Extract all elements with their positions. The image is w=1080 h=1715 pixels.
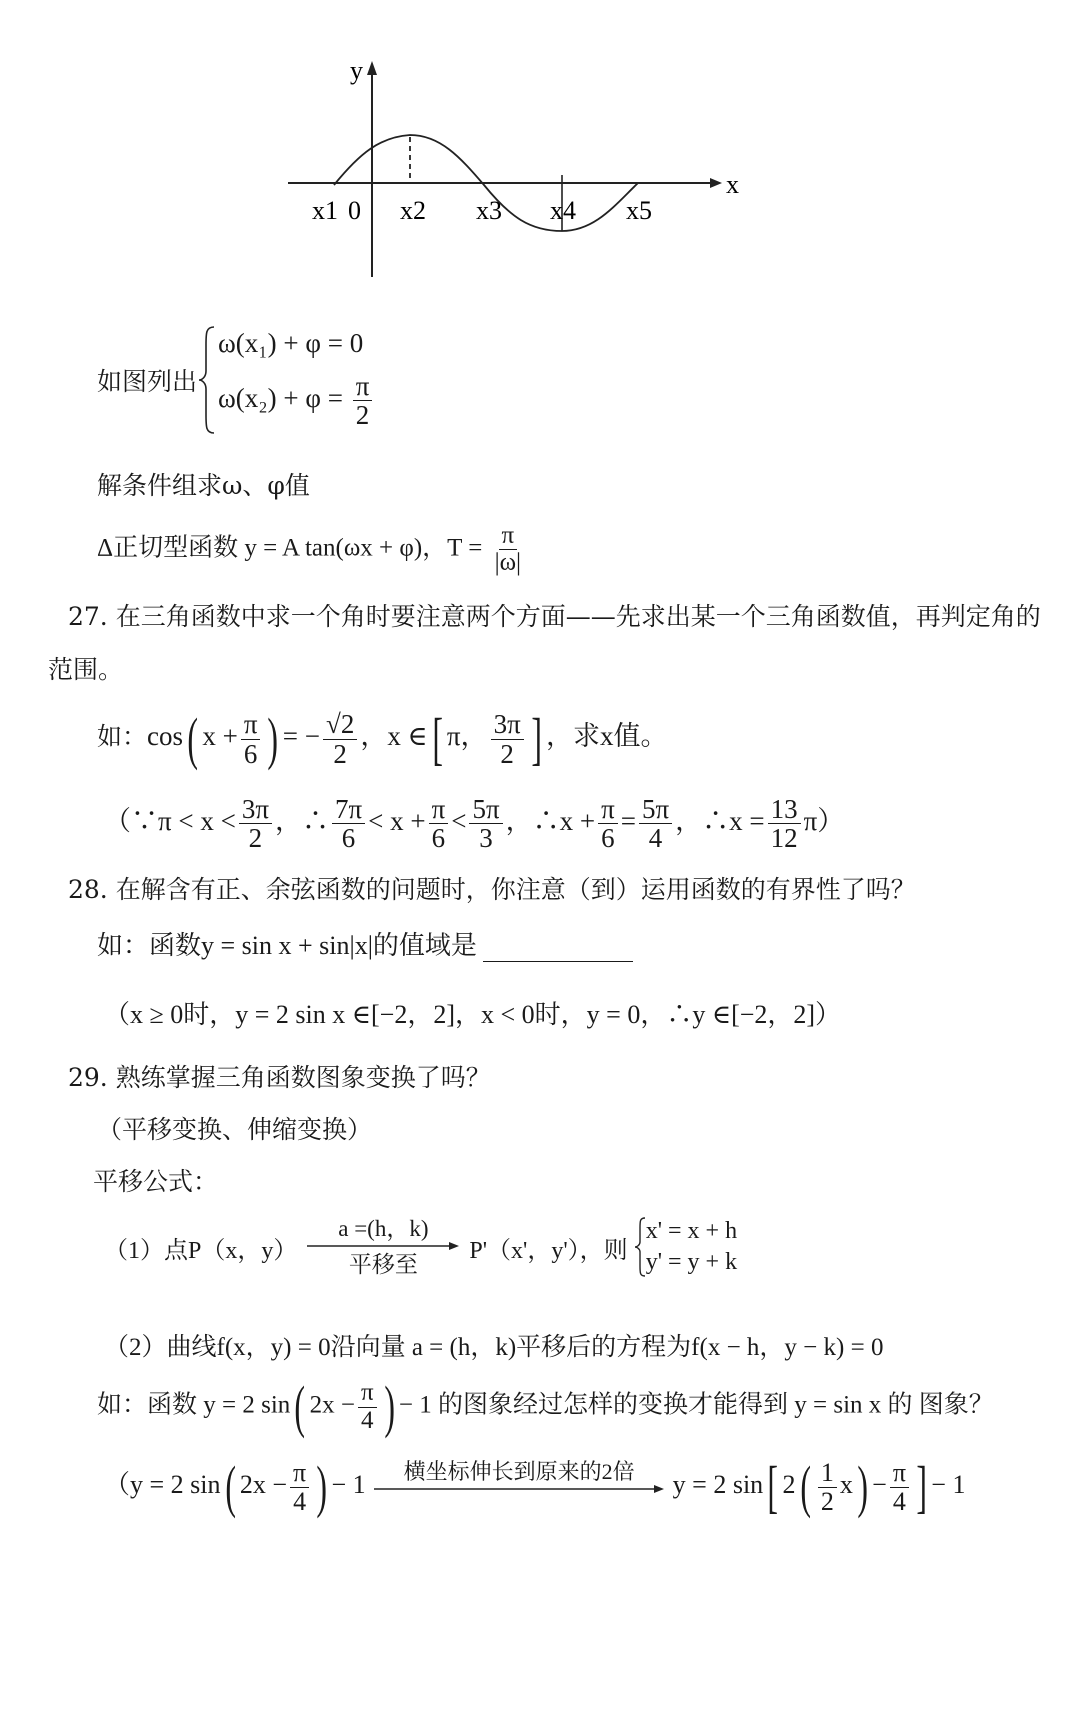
paren-close: ) xyxy=(316,1454,328,1519)
frac-num: π xyxy=(429,795,449,824)
frac xyxy=(429,795,449,853)
frac xyxy=(239,795,272,853)
arrow-top-label: a =(h，k) xyxy=(338,1216,429,1241)
arrow-line xyxy=(307,1241,459,1251)
frac-den: 2 xyxy=(333,738,347,769)
frac-num: 3π xyxy=(239,795,272,824)
label-x4: x4 xyxy=(550,196,576,225)
bracket-open: [ xyxy=(767,1454,779,1519)
frac-num: π xyxy=(598,795,618,824)
example28 xyxy=(97,925,633,962)
frac-den: 2 xyxy=(500,738,514,769)
ex27-ask: ，求x值。 xyxy=(546,721,668,752)
sine-graph xyxy=(280,55,740,285)
axis-label-x: x xyxy=(726,170,739,199)
sol27-ltx: < x + xyxy=(368,806,426,837)
ex27-pic: π， xyxy=(446,721,488,752)
frac-pi-4 xyxy=(890,1459,909,1515)
frac-num: π xyxy=(358,1380,377,1407)
frac-den: 6 xyxy=(341,823,356,854)
frac-pi-4 xyxy=(290,1459,309,1515)
frac-den: 2 xyxy=(820,1486,834,1516)
sol27-open: （∵π < x < xyxy=(104,806,236,837)
sol29-open: （y = 2 sin xyxy=(104,1469,221,1499)
sol29-minus: − xyxy=(872,1469,887,1499)
ex29-tail: − 1 的图象经过怎样的变换才能得到 y = sin x 的 图象？ xyxy=(398,1391,994,1419)
stretch-arrow-line xyxy=(374,1484,664,1494)
frac-num: 7π xyxy=(332,795,365,824)
p1-eq2: y' = y + k xyxy=(645,1249,738,1276)
sol27-lt: < xyxy=(451,806,467,837)
ex29-inner: 2x − xyxy=(309,1391,355,1419)
frac xyxy=(639,795,672,853)
sol29-minus1: − 1 xyxy=(331,1469,366,1499)
frac-num: π xyxy=(890,1459,909,1487)
sol27-t1: ，∴ xyxy=(274,806,329,837)
system-lead: 如图列出 xyxy=(97,367,198,396)
bracket-close: ] xyxy=(531,706,542,771)
sol27-eq: = xyxy=(620,806,636,837)
paren-open: ( xyxy=(224,1454,236,1519)
shift-formula: 平移公式： xyxy=(93,1167,219,1196)
frac-den: 4 xyxy=(293,1486,307,1516)
stretch-arrow-label: 横坐标伸长到原来的2倍 xyxy=(403,1458,635,1484)
frac-den: 3 xyxy=(479,823,493,854)
tan-period-frac xyxy=(492,523,524,577)
paren-close: ) xyxy=(267,706,279,771)
frac xyxy=(598,795,618,853)
solution28: （x ≥ 0时，y = 2 sin x ∈[−2，2]，x < 0时，y = 0，∴y ∈[−2，2]） xyxy=(104,1000,842,1029)
frac-num: π xyxy=(241,710,261,739)
sol29-x: x xyxy=(839,1469,853,1499)
example29 xyxy=(97,1374,994,1439)
frac-den: 2 xyxy=(248,823,263,854)
system-eq2 xyxy=(218,372,375,430)
axis-label-y: y xyxy=(350,56,363,85)
label-x1: x1 xyxy=(312,196,338,225)
frac-den: 2 xyxy=(355,400,370,431)
p1-lead: （1）点P（x，y） xyxy=(104,1237,298,1264)
fraction-pi-over-2 xyxy=(353,372,373,430)
frac-den: 4 xyxy=(361,1406,374,1434)
frac-num: π xyxy=(353,372,373,401)
frac-num: 5π xyxy=(469,795,502,824)
frac-num: 13 xyxy=(768,795,801,824)
solution27 xyxy=(104,795,844,853)
tan-text: Δ正切型函数 y = A tan(ωx + φ)，T = xyxy=(97,534,483,562)
answer-blank xyxy=(483,933,633,962)
frac-num: π xyxy=(290,1459,309,1487)
origin-label: 0 xyxy=(348,196,361,225)
p1-brace xyxy=(634,1216,646,1278)
frac-den: 12 xyxy=(770,823,798,854)
p1-system xyxy=(634,1216,737,1278)
frac-pi-4 xyxy=(358,1380,377,1434)
ex27-xin: ，x ∈ xyxy=(360,721,428,752)
item27-line1: 27. 在三角函数中求一个角时要注意两个方面——先求出某一个三角函数值，再判定角的 xyxy=(68,602,1041,631)
p1-eq1: x' = x + h xyxy=(645,1218,738,1245)
example27 xyxy=(97,706,668,771)
label-x5: x5 xyxy=(626,196,652,225)
paren-open: ( xyxy=(187,706,198,771)
sol29-tail: − 1 xyxy=(931,1469,966,1499)
frac xyxy=(332,795,365,853)
paren-open: ( xyxy=(294,1374,306,1439)
frac-den: 6 xyxy=(243,738,258,769)
item29-sub: （平移变换、伸缩变换） xyxy=(97,1115,373,1144)
x-axis-arrow xyxy=(710,178,722,188)
sol29-inner: 2x − xyxy=(239,1469,288,1499)
frac-num: π xyxy=(499,523,518,550)
item28: 28. 在解含有正、余弦函数的问题时，你注意（到）运用函数的有界性了吗？ xyxy=(68,875,916,904)
paren-close: ) xyxy=(857,1454,868,1519)
y-axis-arrow xyxy=(367,61,377,75)
frac-den: |ω| xyxy=(494,549,522,577)
system-brace xyxy=(198,325,216,439)
label-x3: x3 xyxy=(476,196,502,225)
bracket-close: ] xyxy=(916,1454,927,1519)
frac-num: 1 xyxy=(818,1459,837,1487)
ex28-text: 如：函数y = sin x + sin|x|的值域是 xyxy=(97,931,477,960)
ex27-prefix: 如： xyxy=(97,724,148,752)
point-translation xyxy=(104,1216,737,1279)
stretch-arrow xyxy=(374,1460,664,1514)
item27-line2: 范围。 xyxy=(48,655,124,684)
system-eq2-left: ω(x₂) + φ = xyxy=(218,383,343,414)
sol27-t2: ，∴x + xyxy=(505,806,596,837)
frac-num: √2 xyxy=(323,710,357,739)
frac-3pi-2 xyxy=(491,710,524,768)
frac-den: 4 xyxy=(648,823,663,854)
paren-open: ( xyxy=(799,1454,811,1519)
arrow-bottom-label: 平移至 xyxy=(348,1252,418,1278)
frac-pi-6 xyxy=(241,710,261,768)
frac xyxy=(768,795,801,853)
frac xyxy=(469,795,502,853)
sol29-result: y = 2 sin xyxy=(672,1469,764,1499)
ex29-lead: 如：函数 y = 2 sin xyxy=(97,1391,291,1419)
translation-arrow xyxy=(307,1216,459,1279)
sol27-close: π） xyxy=(803,806,845,837)
bracket-open: [ xyxy=(431,706,443,771)
frac-num: 5π xyxy=(639,795,672,824)
tan-line xyxy=(97,523,527,577)
ex27-eq: = − xyxy=(282,721,321,752)
solve-line: 解条件组求ω、φ值 xyxy=(97,471,310,500)
p1-result: P'（x'，y'），则 xyxy=(469,1237,628,1264)
item29: 29. 熟练掌握三角函数图象变换了吗？ xyxy=(68,1063,491,1092)
frac-den: 4 xyxy=(892,1486,906,1516)
frac-num: 3π xyxy=(491,710,524,739)
solution29 xyxy=(104,1454,966,1519)
frac-1-2 xyxy=(818,1459,837,1515)
curve-translation: （2）曲线f(x，y) = 0沿向量 a = (h，k)平移后的方程为f(x − h，y − k) = 0 xyxy=(104,1334,884,1361)
paren-close: ) xyxy=(383,1374,395,1439)
ex27-xplus: x + xyxy=(202,721,238,752)
sol27-t3: ，∴x = xyxy=(675,806,765,837)
ex27-cos: cos xyxy=(147,721,184,752)
label-x2: x2 xyxy=(400,196,426,225)
frac-den: 6 xyxy=(601,823,615,854)
system-eq1: ω(x₁) + φ = 0 xyxy=(218,328,364,358)
sol29-two: 2 xyxy=(782,1469,796,1499)
frac-den: 6 xyxy=(431,823,446,854)
frac-sqrt2-2 xyxy=(323,710,357,768)
